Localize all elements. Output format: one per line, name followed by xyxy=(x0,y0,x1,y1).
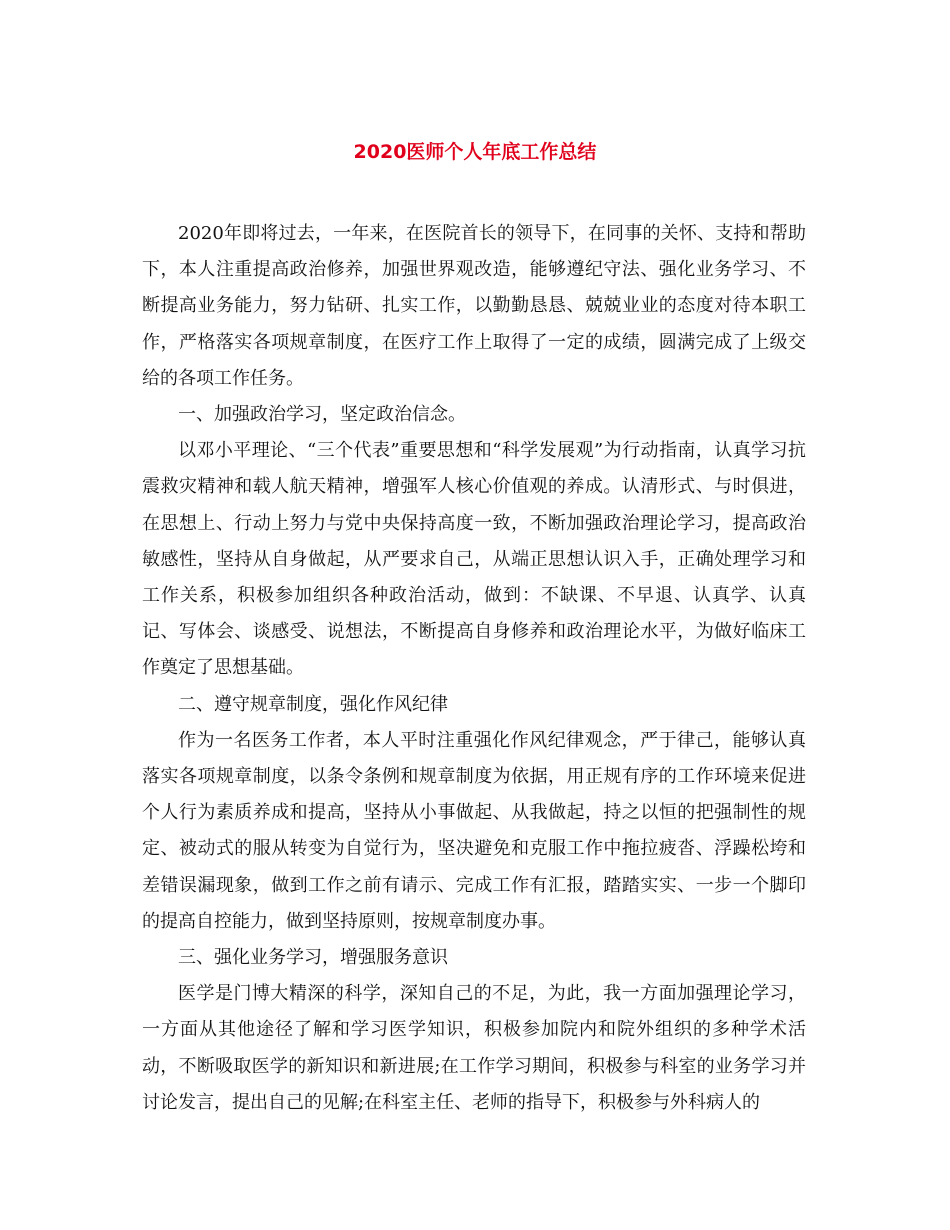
paragraph-section-2: 作为一名医务工作者，本人平时注重强化作风纪律观念，严于律己，能够认真落实各项规章制度，以条令条例和规章制度为依据，用正规有序的工作环境来促进个人行为素质养成和提高，坚持从小事做起、从我做起，持之以恒的把强制性的规定、被动式的服从转变为自觉行为，坚决避免和克服工作中拖拉疲沓、浮躁松垮和差错误漏现象，做到工作之前有请示、完成工作有汇报，踏踏实实、一步一个脚印的提高自控能力，做到坚持原则，按规章制度办事。 xyxy=(142,729,806,932)
paragraph-section-3: 医学是门博大精深的科学，深知自己的不足，为此，我一方面加强理论学习，一方面从其他途径了解和学习医学知识，积极参加院内和院外组织的多种学术活动，不断吸取医学的新知识和新进展;在工作学习期间，积极参与科室的业务学习并讨论发言，提出自己的见解;在科室主任、老师的指导下，积极参与外科病人的 xyxy=(142,983,806,1113)
section-heading-2: 二、遵守规章制度，强化作风纪律 xyxy=(178,693,448,715)
document-body xyxy=(142,216,806,1121)
paragraph-intro: 2020年即将过去，一年来，在医院首长的领导下，在同事的关怀、支持和帮助下，本人注重提高政治修养，加强世界观改造，能够遵纪守法、强化业务学习、不断提高业务能力，努力钻研、扎实工作，以勤勤恳恳、兢兢业业的态度对待本职工作，严格落实各项规章制度，在医疗工作上取得了一定的成绩，圆满完成了上级交给的各项工作任务。 xyxy=(142,223,806,389)
document-title: 2020医师个人年底工作总结 xyxy=(353,141,597,163)
section-heading-1: 一、加强政治学习，坚定政治信念。 xyxy=(178,404,466,426)
section-heading-3: 三、强化业务学习，增强服务意识 xyxy=(178,947,448,969)
paragraph-section-1: 以邓小平理论、“三个代表”重要思想和“科学发展观”为行动指南，认真学习抗震救灾精神和载人航天精神，增强军人核心价值观的养成。认清形式、与时俱进，在思想上、行动上努力与党中央保持高度一致，不断加强政治理论学习，提高政治敏感性，坚持从自身做起，从严要求自己，从端正思想认识入手，正确处理学习和工作关系，积极参加组织各种政治活动，做到：不缺课、不早退、认真学、认真记、写体会、谈感受、说想法，不断提高自身修养和政治理论水平，为做好临床工作奠定了思想基础。 xyxy=(142,440,806,679)
